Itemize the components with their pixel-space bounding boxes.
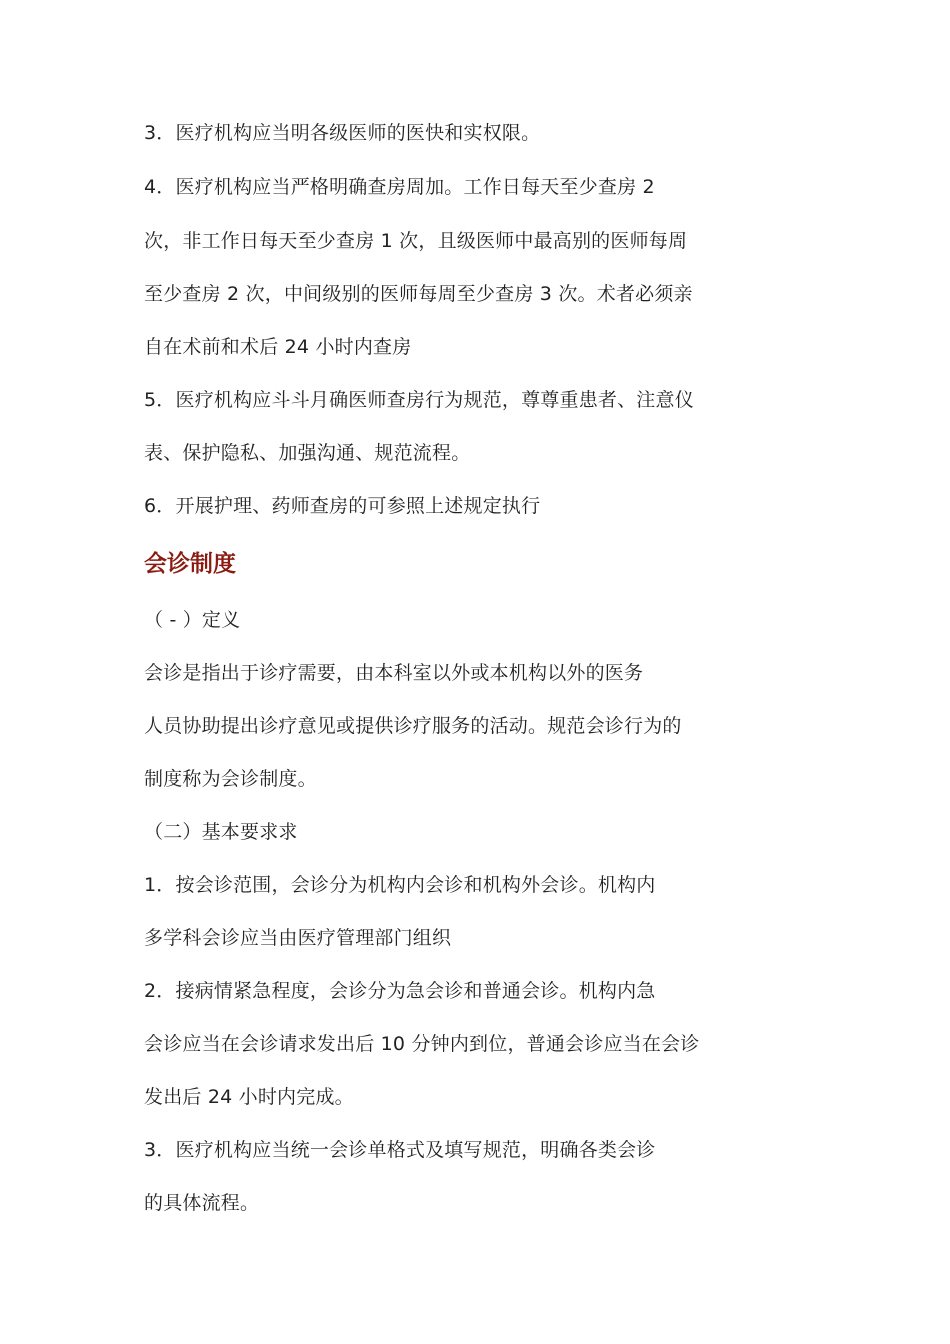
requirement-1-line-2: 多学科会诊应当由医疗管理部门组织	[144, 927, 452, 949]
paragraph-6-line: 6．开展护理、药师查房的可参照上述规定执行	[144, 495, 541, 517]
section-title: 会诊制度	[144, 551, 236, 577]
paragraph-4-line-2: 次，非工作日每天至少查房 1 次，且级医师中最高别的医师每周	[144, 230, 688, 252]
definition-line-3: 制度称为会诊制度。	[144, 768, 317, 790]
paragraph-4-line-1: 4．医疗机构应当严格明确查房周加。工作日每天至少查房 2	[144, 176, 655, 198]
requirement-2-line-1: 2．接病情紧急程度，会诊分为急会诊和普通会诊。机构内急	[144, 980, 656, 1002]
paragraph-5-line-2: 表、保护隐私、加强沟通、规范流程。	[144, 442, 471, 464]
definition-heading: （ - ）定义	[144, 609, 241, 631]
paragraph-3-line: 3．医疗机构应当明各级医师的医快和实权限。	[144, 122, 541, 144]
paragraph-4-line-4: 自在术前和术后 24 小时内查房	[144, 336, 412, 358]
definition-line-1: 会诊是指出于诊疗需要，由本科室以外或本机构以外的医务	[144, 662, 644, 684]
definition-line-2: 人员协助提出诊疗意见或提供诊疗服务的活动。规范会诊行为的	[144, 715, 682, 737]
paragraph-4-line-3: 至少查房 2 次，中间级别的医师每周至少查房 3 次。术者必须亲	[144, 283, 693, 305]
paragraph-5-line-1: 5．医疗机构应斗斗月确医师查房行为规范，尊尊重患者、注意仪	[144, 389, 694, 411]
requirement-1-line-1: 1．按会诊范围，会诊分为机构内会诊和机构外会诊。机构内	[144, 874, 656, 896]
requirement-3-line-1: 3．医疗机构应当统一会诊单格式及填写规范，明确各类会诊	[144, 1139, 656, 1161]
requirement-2-line-3: 发出后 24 小时内完成。	[144, 1086, 354, 1108]
requirements-heading: （二）基本要求求	[144, 821, 298, 843]
requirement-2-line-2: 会诊应当在会诊请求发出后 10 分钟内到位，普通会诊应当在会诊	[144, 1033, 700, 1055]
requirement-3-line-2: 的具体流程。	[144, 1192, 260, 1214]
